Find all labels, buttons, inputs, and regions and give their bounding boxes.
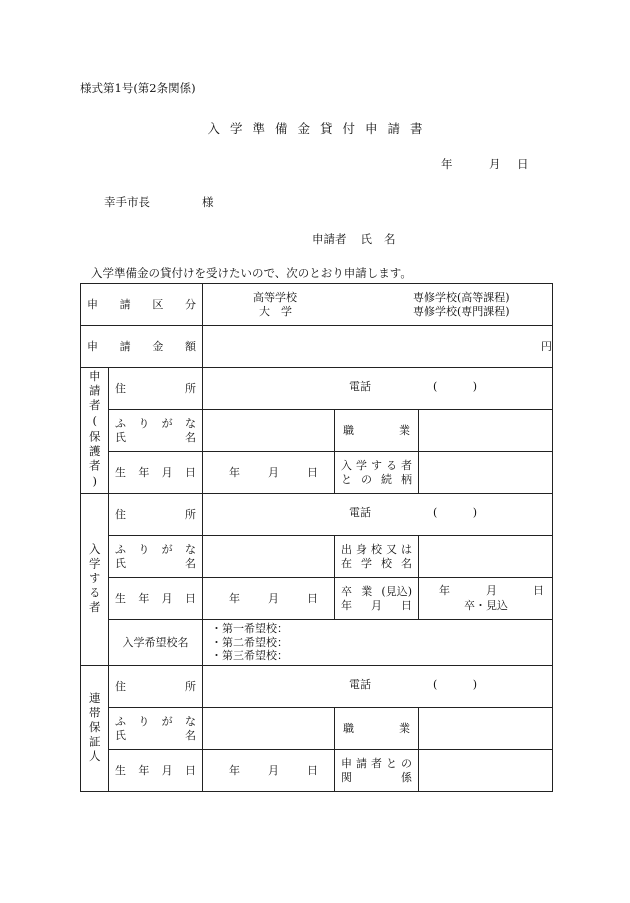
applicant-birth-label: 生 年 月 日 xyxy=(115,465,196,479)
guarantor-birth-label-cell xyxy=(109,750,203,792)
kubun-label-cell xyxy=(81,284,203,326)
entrant-birth-input[interactable] xyxy=(203,578,335,620)
entrant-grad-label-cell xyxy=(335,578,419,620)
entrant-group-label: 入学する者 xyxy=(87,543,102,616)
kubun-option-vocational-special[interactable]: 専修学校(専門課程) xyxy=(413,304,510,318)
entrant-grad-ymd xyxy=(409,584,544,598)
applicant-label: 申請者 xyxy=(312,232,347,246)
addressee xyxy=(104,194,214,210)
addressee-name: 幸手市長 xyxy=(104,195,150,209)
entrant-birth-label-cell xyxy=(109,578,203,620)
row-amount xyxy=(81,326,553,368)
entrant-tel-paren[interactable] xyxy=(433,506,477,520)
application-form-table xyxy=(80,283,553,792)
kubun-option-vocational-high[interactable]: 専修学校(高等課程) xyxy=(413,291,510,305)
wish-label-cell xyxy=(109,620,203,666)
guarantor-occupation-input[interactable] xyxy=(419,708,553,750)
day-label: 日 xyxy=(307,591,318,605)
row-entrant-name xyxy=(81,536,553,578)
row-applicant-birth xyxy=(81,452,553,494)
paren-open: ( xyxy=(433,380,438,394)
entrant-grad-status[interactable]: 卒・見込 xyxy=(464,598,509,612)
guarantor-occupation-label-cell xyxy=(335,708,419,750)
applicant-relation-label-2: と の 続 柄 xyxy=(341,472,412,486)
guarantor-tel-paren[interactable] xyxy=(433,678,477,692)
paren-open: ( xyxy=(433,678,438,692)
kubun-label: 申 請 区 分 xyxy=(87,297,196,311)
row-entrant-address xyxy=(81,494,553,536)
entrant-tel-label: 電話 xyxy=(349,506,371,520)
entrant-name-label-text: 氏 名 xyxy=(115,556,196,570)
kubun-options xyxy=(203,291,552,317)
wish-first[interactable]: ・第一希望校： xyxy=(211,621,288,635)
guarantor-furigana-label: ふ り が な xyxy=(115,714,196,728)
wish-third[interactable]: ・第三希望校： xyxy=(211,649,288,663)
amount-label: 申 請 金 額 xyxy=(87,339,196,353)
paren-close: ) xyxy=(472,678,477,692)
applicant-address-input[interactable] xyxy=(203,368,553,410)
row-kubun xyxy=(81,284,553,326)
entrant-grad-label-1: 卒 業 (見込) xyxy=(341,584,412,598)
guarantor-name-label-text: 氏 名 xyxy=(115,728,196,742)
addressee-honorific: 様 xyxy=(202,195,214,209)
applicant-tel-paren[interactable] xyxy=(433,380,477,394)
applicant-address-label-cell xyxy=(109,368,203,410)
month-label: 月 xyxy=(268,591,279,605)
document-title: 入学準備金貸付申請書 xyxy=(207,121,433,136)
month-label: 月 xyxy=(268,465,279,479)
paren-close: ) xyxy=(472,380,477,394)
guarantor-relation-label-cell xyxy=(335,750,419,792)
applicant-name-label-text: 氏 名 xyxy=(115,430,196,444)
paren-close: ) xyxy=(472,506,477,520)
row-entrant-birth xyxy=(81,578,553,620)
applicant-relation-input[interactable] xyxy=(419,452,553,494)
applicant-occupation-input[interactable] xyxy=(419,410,553,452)
kubun-option-university[interactable]: 大 学 xyxy=(259,304,292,318)
entrant-address-label: 住 所 xyxy=(115,507,196,521)
applicant-tel xyxy=(203,380,552,397)
kubun-option-high-school[interactable]: 高等学校 xyxy=(253,291,297,305)
entrant-grad-values xyxy=(419,584,552,613)
entrant-grad-label-2: 年 月 日 xyxy=(341,598,412,612)
paren-open: ( xyxy=(433,506,438,520)
entrant-school-label-1: 出 身 校 又 は xyxy=(341,542,412,556)
date-year-label: 年 xyxy=(441,157,453,171)
applicant-group-label: 申請者(保護者) xyxy=(87,370,102,491)
guarantor-group-cell xyxy=(81,666,109,792)
applicant-address-label: 住 所 xyxy=(115,381,196,395)
applicant-name-label-cell xyxy=(109,410,203,452)
guarantor-tel xyxy=(203,678,552,695)
guarantor-relation-input[interactable] xyxy=(419,750,553,792)
row-applicant-name xyxy=(81,410,553,452)
amount-input-cell[interactable] xyxy=(203,326,553,368)
row-applicant-address xyxy=(81,368,553,410)
applicant-birth-ymd xyxy=(203,466,334,480)
entrant-grad-input[interactable] xyxy=(419,578,553,620)
applicant-name-input[interactable] xyxy=(203,410,335,452)
entrant-tel xyxy=(203,506,552,523)
month-label: 月 xyxy=(486,584,498,598)
entrant-name-input[interactable] xyxy=(203,536,335,578)
applicant-furigana-label: ふ り が な xyxy=(115,416,196,430)
entrant-furigana-label: ふ り が な xyxy=(115,542,196,556)
year-label: 年 xyxy=(229,591,240,605)
applicant-name-label: 氏名 xyxy=(360,232,408,246)
date-day-label: 日 xyxy=(517,157,529,171)
guarantor-group-label: 連帯保証人 xyxy=(87,692,102,765)
wish-label: 入学希望校名 xyxy=(122,635,189,649)
guarantor-birth-ymd xyxy=(203,764,334,778)
entrant-birth-ymd xyxy=(203,592,334,606)
wish-second[interactable]: ・第二希望校： xyxy=(211,635,288,649)
applicant-birth-label-cell xyxy=(109,452,203,494)
row-guarantor-birth xyxy=(81,750,553,792)
applicant-occupation-label-cell xyxy=(335,410,419,452)
entrant-school-label-cell xyxy=(335,536,419,578)
day-label: 日 xyxy=(533,584,545,598)
year-label: 年 xyxy=(439,584,451,598)
form-number: 様式第1号(第2条関係) xyxy=(80,81,196,95)
guarantor-name-input[interactable] xyxy=(203,708,335,750)
applicant-occupation-label: 職 業 xyxy=(343,423,410,437)
year-label: 年 xyxy=(229,465,240,479)
guarantor-name-label-cell xyxy=(109,708,203,750)
entrant-birth-label: 生 年 月 日 xyxy=(115,591,196,605)
month-label: 月 xyxy=(268,763,279,777)
applicant-signature xyxy=(312,231,408,247)
year-label: 年 xyxy=(229,763,240,777)
application-date xyxy=(441,156,529,172)
guarantor-relation-label-2: 関 係 xyxy=(341,770,412,784)
date-month-label: 月 xyxy=(489,157,501,171)
wish-list xyxy=(203,622,552,663)
row-guarantor-address xyxy=(81,666,553,708)
entrant-name-label-cell xyxy=(109,536,203,578)
guarantor-relation-label-1: 申 請 者 と の xyxy=(341,756,412,770)
amount-label-cell xyxy=(81,326,203,368)
entrant-address-input[interactable] xyxy=(203,494,553,536)
guarantor-birth-input[interactable] xyxy=(203,750,335,792)
guarantor-address-input[interactable] xyxy=(203,666,553,708)
guarantor-birth-label: 生 年 月 日 xyxy=(115,763,196,777)
intro-text: 入学準備金の貸付けを受けたいので、次のとおり申請します。 xyxy=(91,266,412,280)
row-guarantor-name xyxy=(81,708,553,750)
yen-unit: 円 xyxy=(541,339,553,353)
day-label: 日 xyxy=(307,763,318,777)
day-label: 日 xyxy=(307,465,318,479)
entrant-address-label-cell xyxy=(109,494,203,536)
applicant-relation-label-cell xyxy=(335,452,419,494)
guarantor-address-label-cell xyxy=(109,666,203,708)
applicant-birth-input[interactable] xyxy=(203,452,335,494)
wish-input-cell[interactable] xyxy=(203,620,553,666)
applicant-group-cell xyxy=(81,368,109,494)
entrant-school-input[interactable] xyxy=(419,536,553,578)
guarantor-tel-label: 電話 xyxy=(349,678,371,692)
guarantor-occupation-label: 職 業 xyxy=(343,721,410,735)
row-entrant-wishes xyxy=(81,620,553,666)
kubun-options-cell[interactable] xyxy=(203,284,553,326)
guarantor-address-label: 住 所 xyxy=(115,679,196,693)
applicant-tel-label: 電話 xyxy=(349,380,371,394)
applicant-relation-label-1: 入 学 す る 者 xyxy=(341,458,412,472)
entrant-school-label-2: 在 学 校 名 xyxy=(341,556,412,570)
entrant-group-cell xyxy=(81,494,109,666)
